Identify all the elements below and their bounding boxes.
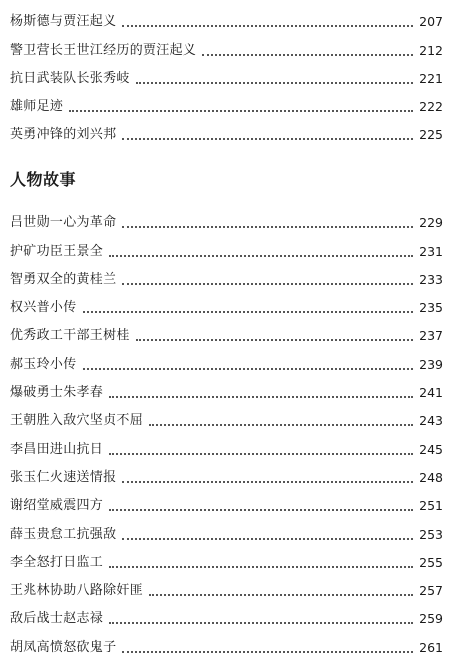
toc-entry[interactable]	[10, 514, 443, 542]
toc-dot-leader	[83, 368, 414, 370]
toc-dot-leader	[122, 651, 413, 653]
toc-entry-title: 吕世勋一心为革命	[10, 215, 117, 231]
toc-list-people-stories	[10, 203, 443, 656]
toc-entry-page: 235	[419, 300, 443, 316]
toc-entry[interactable]	[10, 458, 443, 486]
toc-entry-title: 胡凤高愤怒砍鬼子	[10, 639, 117, 655]
toc-entry[interactable]	[10, 288, 443, 316]
toc-entry-page: 231	[419, 243, 443, 259]
toc-dot-leader	[122, 226, 413, 228]
toc-entry[interactable]	[10, 344, 443, 372]
toc-entry-page: 245	[419, 441, 443, 457]
toc-entry-title: 护矿功臣王景全	[10, 243, 104, 259]
toc-dot-leader	[149, 424, 413, 426]
section-heading: 人物故事	[10, 170, 77, 189]
toc-dot-leader	[83, 311, 414, 313]
toc-entry[interactable]	[10, 486, 443, 514]
toc-entry-title: 优秀政工干部王树桂	[10, 328, 130, 344]
toc-entry[interactable]	[10, 316, 443, 344]
toc-entry-title: 抗日武装队长张秀岐	[10, 70, 130, 86]
toc-entry-page: 233	[419, 271, 443, 287]
toc-dot-leader	[109, 255, 413, 257]
toc-entry-page: 237	[419, 328, 443, 344]
toc-entry[interactable]	[10, 87, 443, 115]
toc-dot-leader	[109, 509, 413, 511]
toc-entry-title: 杨斯德与贾汪起义	[10, 14, 117, 30]
toc-entry-page: 251	[419, 498, 443, 514]
toc-entry-title: 权兴普小传	[10, 300, 77, 316]
toc-entry-title: 警卫营长王世江经历的贾汪起义	[10, 42, 197, 58]
toc-entry[interactable]	[10, 231, 443, 259]
toc-dot-leader	[109, 396, 413, 398]
toc-entry[interactable]	[10, 115, 443, 143]
toc-dot-leader	[109, 622, 413, 624]
toc-entry-title: 薛玉贵怠工抗强敌	[10, 526, 117, 542]
toc-entry-page: 229	[419, 215, 443, 231]
toc-entry-page: 253	[419, 526, 443, 542]
toc-entry-page: 222	[419, 99, 443, 115]
toc-entry-title: 爆破勇士朱孝春	[10, 385, 104, 401]
toc-entry-page: 261	[419, 639, 443, 655]
toc-entry[interactable]	[10, 59, 443, 87]
toc-dot-leader	[122, 138, 413, 140]
toc-entry-page: 225	[419, 127, 443, 143]
toc-entry-page: 241	[419, 385, 443, 401]
toc-dot-leader	[122, 481, 413, 483]
toc-entry-title: 张玉仁火速送情报	[10, 469, 117, 485]
toc-entry-title: 雄师足迹	[10, 99, 64, 115]
toc-entry[interactable]	[10, 599, 443, 627]
toc-entry-title: 王兆林协助八路除奸匪	[10, 583, 144, 599]
toc-entry-page: 207	[419, 14, 443, 30]
toc-entry-title: 英勇冲锋的刘兴邦	[10, 127, 117, 143]
toc-dot-leader	[109, 453, 413, 455]
toc-entry[interactable]	[10, 373, 443, 401]
toc-entry-title: 李全怒打日监工	[10, 554, 104, 570]
toc-entry[interactable]	[10, 543, 443, 571]
toc-entry[interactable]	[10, 429, 443, 457]
toc-list-previous-section	[10, 2, 443, 143]
toc-entry-page: 243	[419, 413, 443, 429]
toc-entry[interactable]	[10, 571, 443, 599]
toc-dot-leader	[122, 25, 413, 27]
toc-entry-title: 智勇双全的黄桂兰	[10, 271, 117, 287]
toc-dot-leader	[122, 538, 413, 540]
toc-entry-page: 239	[419, 356, 443, 372]
toc-entry-page: 257	[419, 583, 443, 599]
toc-entry-title: 王朝胜入敌穴坚贞不屈	[10, 413, 144, 429]
toc-dot-leader	[149, 594, 413, 596]
toc-entry[interactable]	[10, 30, 443, 58]
toc-dot-leader	[109, 566, 413, 568]
toc-entry-title: 李昌田进山抗日	[10, 441, 104, 457]
toc-entry-page: 212	[419, 42, 443, 58]
toc-entry-page: 255	[419, 554, 443, 570]
toc-dot-leader	[136, 339, 413, 341]
toc-entry-title: 敌后战士赵志禄	[10, 611, 104, 627]
toc-dot-leader	[136, 82, 413, 84]
toc-dot-leader	[69, 110, 413, 112]
toc-entry-page: 259	[419, 611, 443, 627]
toc-entry[interactable]	[10, 260, 443, 288]
toc-entry-page: 248	[419, 469, 443, 485]
toc-entry[interactable]	[10, 2, 443, 30]
toc-entry[interactable]	[10, 203, 443, 231]
toc-dot-leader	[122, 283, 413, 285]
toc-dot-leader	[202, 54, 413, 56]
toc-entry[interactable]	[10, 401, 443, 429]
toc-entry-title: 谢绍堂威震四方	[10, 498, 104, 514]
toc-entry-title: 郝玉玲小传	[10, 356, 77, 372]
toc-entry-page: 221	[419, 70, 443, 86]
